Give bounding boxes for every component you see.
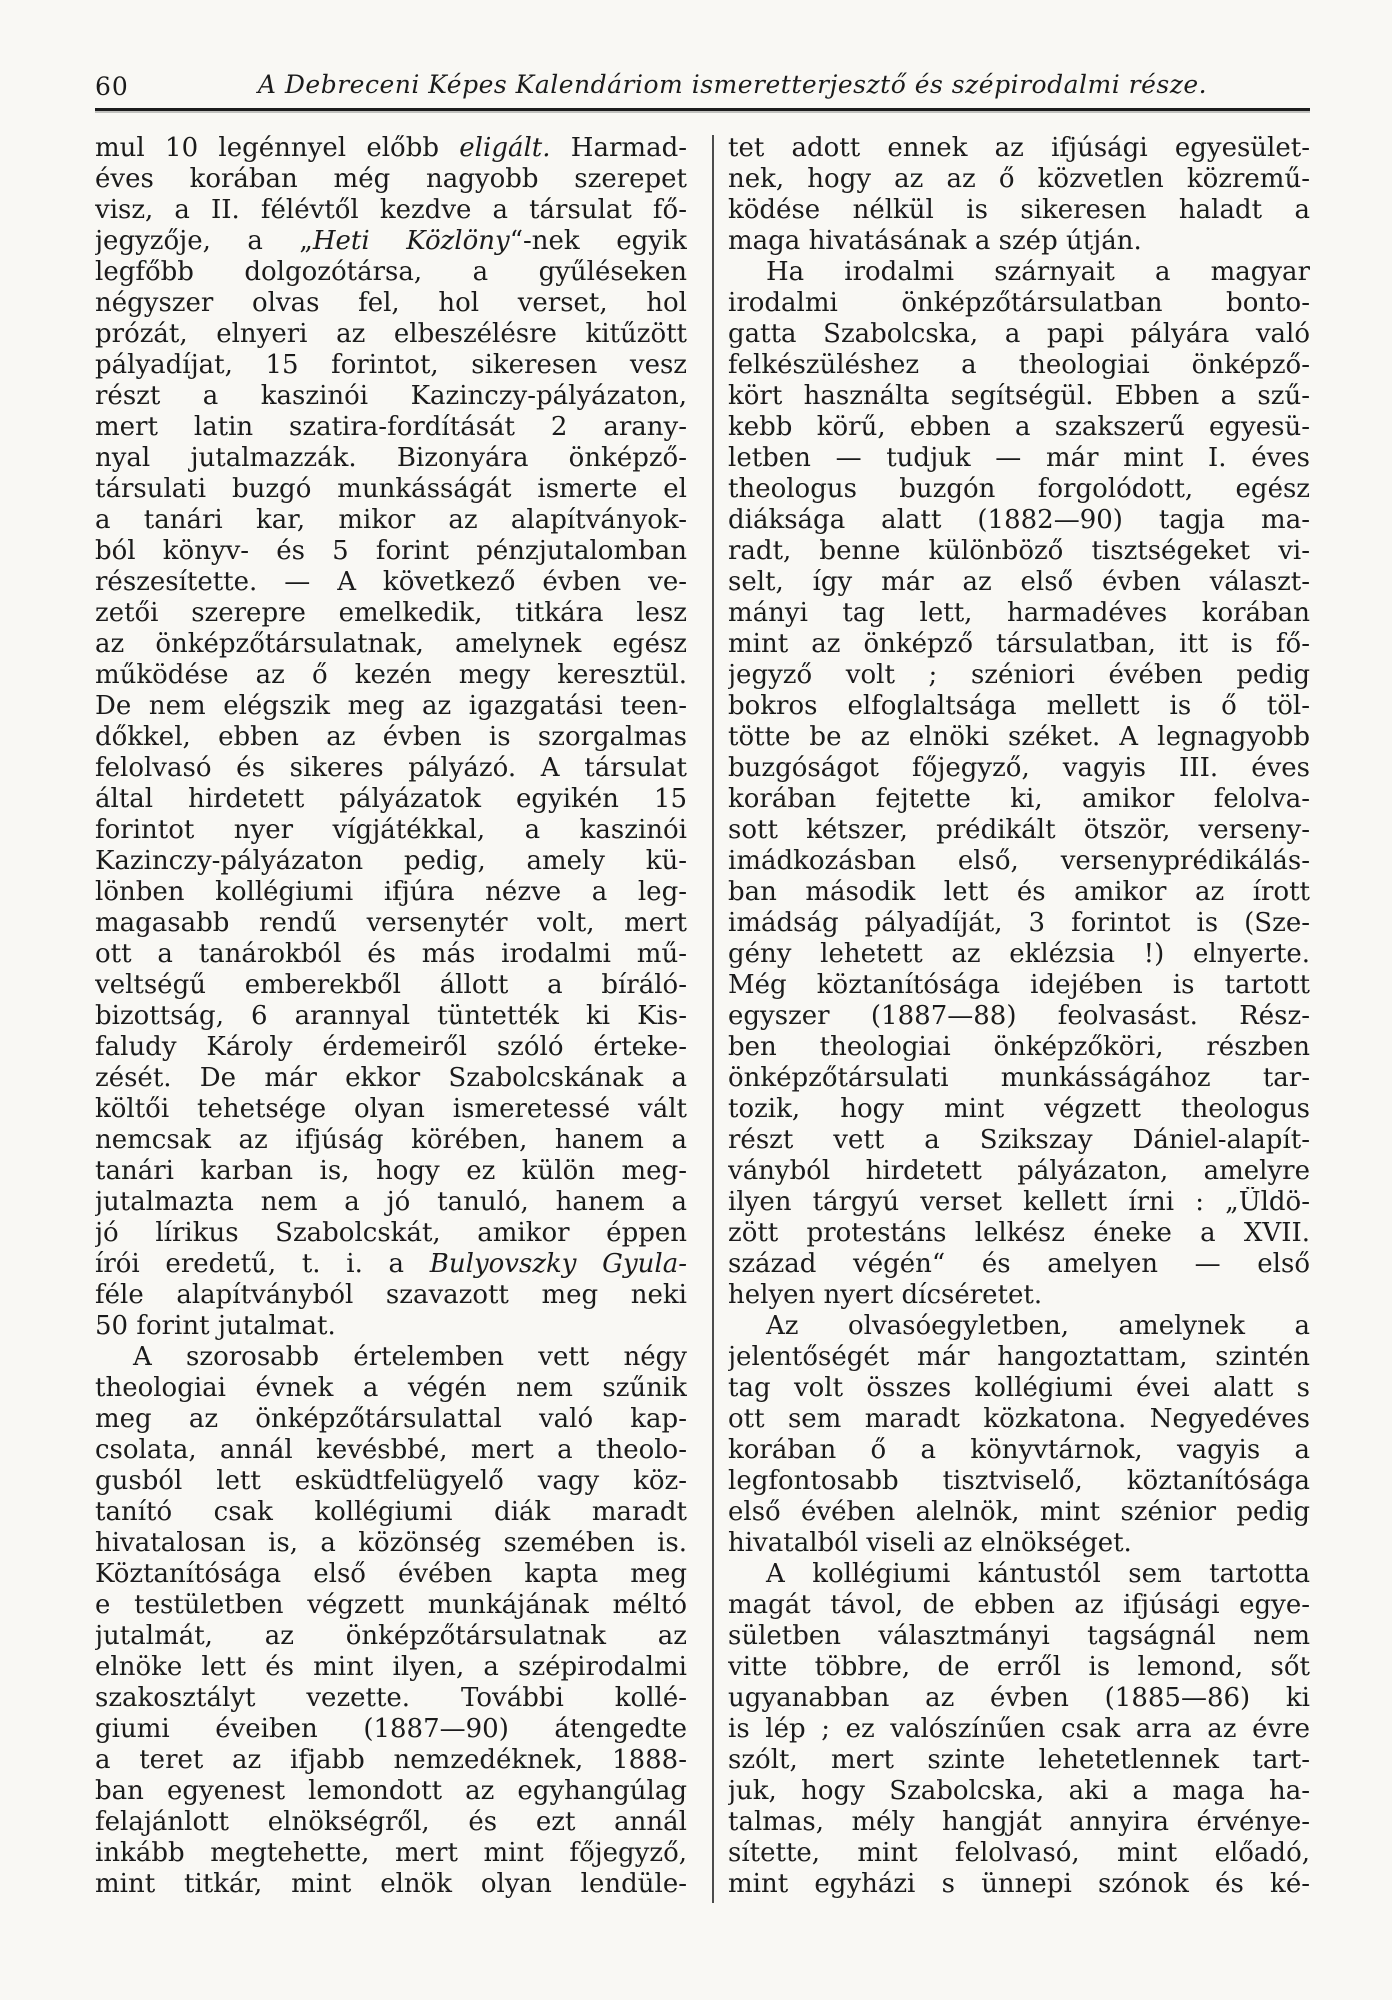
text-line: juk, hogy Szabolcska, aki a maga ha- <box>728 1776 1310 1806</box>
text-line: selt, így már az első évben választ- <box>728 567 1310 597</box>
text-line: működése az ő kezén megy keresztül. <box>95 660 687 690</box>
text-line: egyszer (1887—88) feolvasást. Rész- <box>728 1001 1310 1031</box>
text-line: négyszer olvas fel, hol verset, hol <box>95 288 687 318</box>
text-line: e testületben végzett munkájának méltó <box>95 1590 687 1620</box>
text-line: felkészüléshez a theologiai önképző- <box>728 350 1310 380</box>
text-line: Ha irodalmi szárnyait a magyar <box>766 257 1310 287</box>
text-line: visz, a II. félévtől kezdve a társulat fő- <box>95 195 687 225</box>
text-line: kebb körű, ebben a szakszerű egyesü- <box>728 412 1310 442</box>
text-line: is lép ; ez valószínűen csak arra az évre <box>728 1714 1310 1744</box>
text-line: a teret az ifjabb nemzedéknek, 1888- <box>95 1745 687 1775</box>
text-line: imádkozásban első, versenyprédikálás- <box>728 846 1310 876</box>
text-line: magát távol, de ebben az ifjúsági egye- <box>728 1590 1310 1620</box>
text-line: nemcsak az ifjúság körében, hanem a <box>95 1125 687 1155</box>
text-line: mint egyházi s ünnepi szónok és ké- <box>728 1869 1310 1899</box>
text-line: nek, hogy az az ő közvetlen közremű- <box>728 164 1310 194</box>
text-line: inkább megtehette, mert mint főjegyző, <box>95 1838 687 1868</box>
text-line: ott sem maradt közkatona. Negyedéves <box>728 1404 1310 1434</box>
text-line: ban második lett és amikor az írott <box>728 877 1310 907</box>
text-column-left <box>95 133 687 1900</box>
text-line: írói eredetű, t. i. a Bulyovszky Gyula- <box>95 1249 687 1279</box>
text-line: korában fejtette ki, amikor felolva- <box>728 784 1310 814</box>
text-line: forintot nyer vígjátékkal, a kaszinói <box>95 815 687 845</box>
text-line: éves korában még nagyobb szerepet <box>95 164 687 194</box>
text-line: vitte többre, de erről is lemond, sőt <box>728 1652 1310 1682</box>
text-line: maga hivatásának a szép útján. <box>728 226 1142 256</box>
text-line: mert latin szatira-fordítását 2 arany- <box>95 412 687 442</box>
text-line: jegyző volt ; széniori évében pedig <box>728 660 1310 690</box>
text-line: ilyen tárgyú verset kellett írni : „Üldö- <box>728 1187 1310 1217</box>
text-line: veltségű emberekből állott a bíráló- <box>95 970 687 1000</box>
text-line: felajánlott elnökségről, és ezt annál <box>95 1807 687 1837</box>
text-line: mint az önképző társulatban, itt is fő- <box>728 629 1310 659</box>
text-line: hivatalosan is, a közönség szemében is. <box>95 1528 687 1558</box>
text-line: tanító csak kollégiumi diák maradt <box>95 1497 687 1527</box>
header-rule <box>95 108 1310 111</box>
text-line: jutalmazta nem a jó tanuló, hanem a <box>95 1187 687 1217</box>
text-line: tet adott ennek az ifjúsági egyesület- <box>728 133 1310 163</box>
text-columns <box>95 133 1310 1900</box>
text-line: Az olvasóegyletben, amelynek a <box>766 1311 1310 1341</box>
text-line: zött protestáns lelkész éneke a XVII. <box>728 1218 1310 1248</box>
text-line: jegyzője, a „Heti Közlöny“-nek egyik <box>95 226 687 256</box>
text-line: ugyanabban az évben (1885—86) ki <box>728 1683 1310 1713</box>
text-line: jelentőségét már hangoztattam, szintén <box>728 1342 1310 1372</box>
text-line: hivatalból viseli az elnökséget. <box>728 1528 1132 1558</box>
text-line: theologiai évnek a végén nem szűnik <box>95 1373 687 1403</box>
text-line: zését. De már ekkor Szabolcskának a <box>95 1063 687 1093</box>
text-line: tötte be az elnöki széket. A legnagyobb <box>728 722 1310 752</box>
text-line: talmas, mély hangját annyira érvénye- <box>728 1807 1310 1837</box>
text-line: sítette, mint felolvasó, mint előadó, <box>728 1838 1310 1868</box>
text-line: ból könyv- és 5 forint pénzjutalomban <box>95 536 687 566</box>
text-line: szólt, mert szinte lehetetlennek tart- <box>728 1745 1310 1775</box>
text-line: A kollégiumi kántustól sem tartotta <box>766 1559 1310 1589</box>
text-line: tanári karban is, hogy ez külön meg- <box>95 1156 687 1186</box>
text-line: diáksága alatt (1882—90) tagja ma- <box>728 505 1310 535</box>
text-line: által hirdetett pályázatok egyikén 15 <box>95 784 687 814</box>
text-line: mint titkár, mint elnök olyan lendüle- <box>95 1869 687 1899</box>
text-line: imádság pályadíját, 3 forintot is (Sze- <box>728 908 1310 938</box>
text-line: theologus buzgón forgolódott, egész <box>728 474 1310 504</box>
text-line: tag volt összes kollégiumi évei alatt s <box>728 1373 1310 1403</box>
text-line: legfontosabb tisztviselő, köztanítósága <box>728 1466 1310 1496</box>
text-line: bokros elfoglaltsága mellett is ő töl- <box>728 691 1310 721</box>
text-line: önképzőtársulati munkásságához tar- <box>728 1063 1310 1093</box>
text-line: legfőbb dolgozótársa, a gyűléseken <box>95 257 687 287</box>
text-line: prózát, elnyeri az elbeszélésre kitűzött <box>95 319 687 349</box>
text-line: sületben választmányi tagságnál nem <box>728 1621 1310 1651</box>
text-line: giumi éveiben (1887—90) átengedte <box>95 1714 687 1744</box>
text-line: 50 forint jutalmat. <box>95 1311 336 1341</box>
text-line: radt, benne különböző tisztségeket vi- <box>728 536 1310 566</box>
column-divider <box>712 135 714 1903</box>
text-line: magasabb rendű versenytér volt, mert <box>95 908 687 938</box>
text-line: nyal jutalmazzák. Bizonyára önképző- <box>95 443 687 473</box>
text-line: ben theologiai önképzőköri, részben <box>728 1032 1310 1062</box>
text-line: A szorosabb értelemben vett négy <box>133 1342 687 1372</box>
text-line: részt vett a Szikszay Dániel-alapít- <box>728 1125 1310 1155</box>
text-line: részesítette. — A következő évben ve- <box>95 567 687 597</box>
text-column-right <box>728 133 1310 1900</box>
text-line: helyen nyert dícséretet. <box>728 1280 1043 1310</box>
text-line: gusból lett esküdtfelügyelő vagy köz- <box>95 1466 687 1496</box>
page-header <box>95 70 1310 104</box>
text-line: buzgóságot főjegyző, vagyis III. éves <box>728 753 1310 783</box>
text-line: zetői szerepre emelkedik, titkára lesz <box>95 598 687 628</box>
text-line: tozik, hogy mint végzett theologus <box>728 1094 1310 1124</box>
text-line: felolvasó és sikeres pályázó. A társulat <box>95 753 687 783</box>
text-line: költői tehetsége olyan ismeretessé vált <box>95 1094 687 1124</box>
text-line: kört használta segítségül. Ebben a szű- <box>728 381 1310 411</box>
text-line: ott a tanárokból és más irodalmi mű- <box>95 939 687 969</box>
text-line: meg az önképzőtársulattal való kap- <box>95 1404 687 1434</box>
text-line: De nem elégszik meg az igazgatási teen- <box>95 691 687 721</box>
text-line: Kazinczy-pályázaton pedig, amely kü- <box>95 846 687 876</box>
header-title: A Debreceni Képes Kalendáriom ismeretterjesztő és szépirodalmi része. <box>257 70 1208 99</box>
text-line: társulati buzgó munkásságát ismerte el <box>95 474 687 504</box>
text-line: elnöke lett és mint ilyen, a szépirodalmi <box>95 1652 687 1682</box>
text-line: ványból hirdetett pályázaton, amelyre <box>728 1156 1310 1186</box>
text-line: pályadíjat, 15 forintot, sikeresen vesz <box>95 350 687 380</box>
page-number: 60 <box>95 72 129 101</box>
text-line: gatta Szabolcska, a papi pályára való <box>728 319 1310 349</box>
text-line: letben — tudjuk — már mint I. éves <box>728 443 1310 473</box>
text-line: Még köztanítósága idejében is tartott <box>728 970 1310 1000</box>
text-line: ban egyenest lemondott az egyhangúlag <box>95 1776 687 1806</box>
text-line: mányi tag lett, harmadéves korában <box>728 598 1310 628</box>
text-line: a tanári kar, mikor az alapítványok- <box>95 505 687 535</box>
text-line: ködése nélkül is sikeresen haladt a <box>728 195 1310 225</box>
text-line: Köztanítósága első évében kapta meg <box>95 1559 687 1589</box>
text-line: jó lírikus Szabolcskát, amikor éppen <box>95 1218 687 1248</box>
text-line: faludy Károly érdemeiről szóló érteke- <box>95 1032 687 1062</box>
text-line: féle alapítványból szavazott meg neki <box>95 1280 687 1310</box>
text-line: bizottság, 6 arannyal tüntették ki Kis- <box>95 1001 687 1031</box>
text-line: szakosztályt vezette. További kollé- <box>95 1683 687 1713</box>
text-line: század végén“ és amelyen — első <box>728 1249 1310 1279</box>
text-line: részt a kaszinói Kazinczy-pályázaton, <box>95 381 687 411</box>
text-line: gény lehetett az eklézsia !) elnyerte. <box>728 939 1310 969</box>
text-line: dőkkel, ebben az évben is szorgalmas <box>95 722 687 752</box>
text-line: csolata, annál kevésbbé, mert a theolo- <box>95 1435 687 1465</box>
text-line: korában ő a könyvtárnok, vagyis a <box>728 1435 1310 1465</box>
text-line: jutalmát, az önképzőtársulatnak az <box>95 1621 687 1651</box>
text-line: lönben kollégiumi ifjúra nézve a leg- <box>95 877 687 907</box>
text-line: mul 10 legénnyel előbb eligált. Harmad- <box>95 133 687 163</box>
text-line: az önképzőtársulatnak, amelynek egész <box>95 629 687 659</box>
text-line: sott kétszer, prédikált ötször, verseny- <box>728 815 1310 845</box>
text-line: irodalmi önképzőtársulatban bonto- <box>728 288 1310 318</box>
text-line: első évében alelnök, mint szénior pedig <box>728 1497 1310 1527</box>
